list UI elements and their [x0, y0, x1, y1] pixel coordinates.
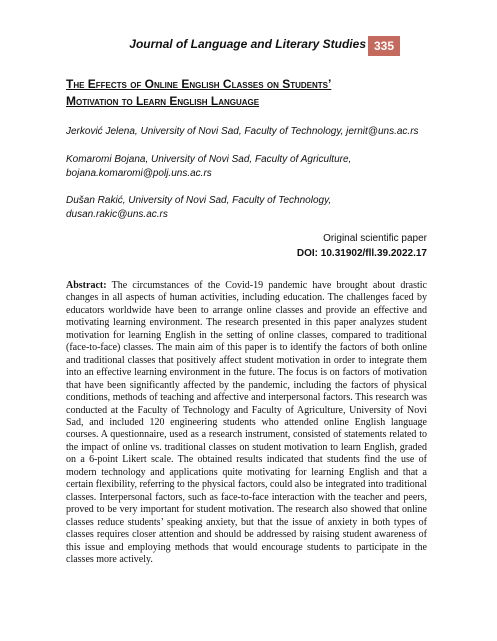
paper-title	[66, 76, 436, 110]
doi: DOI: 10.31902/fll.39.2022.17	[296, 248, 427, 259]
page-number-badge: 335	[368, 36, 400, 56]
author-1	[66, 125, 436, 139]
author-3-email: dusan.rakic@uns.ac.rs	[66, 209, 168, 220]
journal-name: Journal of Language and Literary Studies	[129, 37, 366, 51]
abstract	[66, 280, 427, 566]
author-2-line-1: Komaromi Bojana, University of Novi Sad, Faculty of Agriculture,	[66, 154, 352, 165]
author-2	[66, 153, 436, 181]
author-3	[66, 194, 436, 222]
author-3-line-1: Dušan Rakić, University of Novi Sad, Faculty of Technology,	[66, 195, 332, 206]
running-header	[0, 36, 497, 56]
paper-title-line-2: Motivation to Learn English Language	[66, 94, 260, 108]
author-1-line-1: Jerković Jelena, University of Novi Sad, Faculty of Technology, jernit@uns.ac.rs	[66, 126, 419, 137]
abstract-text: The circumstances of the Covid-19 pandemic have brought about drastic changes in all aspects of human activities, including education. The challenges faced by educators worldwide have been to arrange online classes and provide an effective and motivating learning environment. The research presented in this paper analyzes student motivation for learning English in the setting of online classes, compared to traditional (face-to-face) classes. The main aim of this paper is to identify the factors of both online and traditional classes that positively affect student motivation in order to integrate them into an effective learning environment in the future. The focus is on factors of motivation that have been significantly affected by the pandemic, including the factors of physical conditions, methods of teaching and affective and interpersonal factors. This research was conducted at the Faculty of Technology and Faculty of Agriculture, University of Novi Sad, and included 120 engineering students who attended online English language courses. A questionnaire, used as a research instrument, consisted of statements related to the impact of online vs. traditional classes on student motivation to learn English, graded on a 6-point Likert scale. The obtained results indicated that students find the use of modern technology and applications quite motivating for learning English and that a certain flexibility, referring to the physical factors, could also be integrated into traditional classes. Interpersonal factors, such as face-to-face interaction with the teacher and peers, proved to be very important for student motivation. The research also showed that online classes reduce students’ speaking anxiety, but that the issue of anxiety in both types of classes requires closer attention and should be addressed by raising student awareness of this issue and employing methods that would encourage students to participate in the classes more actively.	[66, 280, 427, 565]
paper-type: Original scientific paper	[323, 233, 427, 244]
paper-title-line-1: The Effects of Online English Classes on Students’	[66, 77, 332, 91]
author-2-email: bojana.komaromi@polj.uns.ac.rs	[66, 168, 212, 179]
abstract-label: Abstract:	[66, 280, 107, 291]
